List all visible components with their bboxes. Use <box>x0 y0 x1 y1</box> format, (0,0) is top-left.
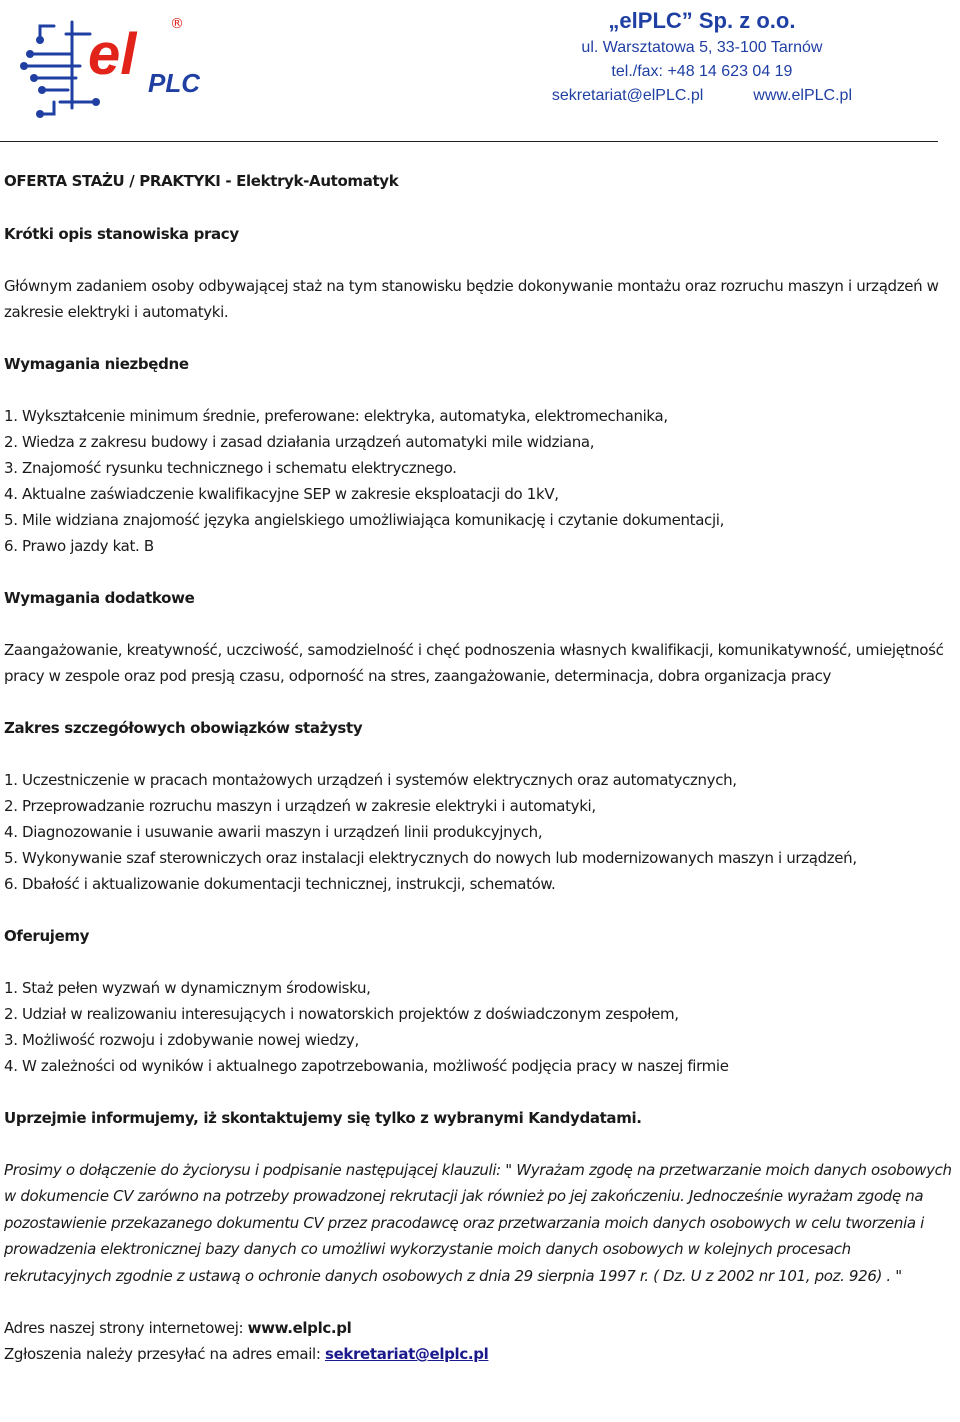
list-item: 3. Możliwość rozwoju i zdobywanie nowej wiedzy, <box>4 1031 359 1049</box>
offer-title: OFERTA STAŻU / PRAKTYKI - Elektryk-Automatyk <box>4 172 399 190</box>
company-info <box>552 6 852 108</box>
requirements-list <box>4 403 958 559</box>
we-offer-list <box>4 975 958 1079</box>
we-offer-heading: Oferujemy <box>4 927 90 945</box>
company-name: „elPLC” Sp. z o.o. <box>608 8 796 33</box>
apply-label: Zgłoszenia należy przesyłać na adres email: <box>4 1345 325 1364</box>
header-divider <box>0 141 938 142</box>
list-item: 6. Prawo jazdy kat. B <box>4 537 154 555</box>
list-item: 1. Staż pełen wyzwań w dynamicznym środowisku, <box>4 979 371 997</box>
website-link[interactable]: www.elplc.pl <box>247 1319 352 1338</box>
short-desc-text: Głównym zadaniem osoby odbywającej staż na tym stanowisku będzie dokonywanie montażu oraz rozruchu maszyn i urządzeń w zakresie elektryki i automatyki. <box>4 277 939 321</box>
list-item: 1. Wykształcenie minimum średnie, preferowane: elektryka, automatyka, elektromechanika, <box>4 407 668 425</box>
list-item: 2. Wiedza z zakresu budowy i zasad działania urządzeń automatyki mile widziana, <box>4 433 595 451</box>
registered-mark: ® <box>170 16 184 32</box>
duties-list <box>4 767 958 897</box>
logo-plc-text: PLC <box>148 68 200 98</box>
gdpr-clause: Prosimy o dołączenie do życiorysu i podpisanie następującej klauzuli: " Wyrażam zgodę na przetwarzanie moich danych osobowych w dokumencie CV zarówno na potrzeby prowadzonej rekrutacji jak również po jej zakończeniu. Jednocześnie wyrażam zgodę na pozostawienie przekazanego dokumentu CV przez pracodawcę oraz przetwarzania moich danych osobowych w celu tworzenia i prowadzenia elektronicznej bazy danych co umożliwi wykorzystanie moich danych osobowych w kolejnych procesach rekrutacyjnych zgodnie z ustawą o ochronie danych osobowych z dnia 29 sierpnia 1997 r. ( Dz. U z 2002 nr 101, poz. 926) . " <box>4 1161 952 1285</box>
list-item: 2. Udział w realizowaniu interesujących i nowatorskich projektów z doświadczonym zespołem, <box>4 1005 679 1023</box>
list-item: 4. W zależności od wyników i aktualnego zapotrzebowania, możliwość podjęcia pracy w naszej firmie <box>4 1057 729 1075</box>
extra-requirements-text: Zaangażowanie, kreatywność, uczciwość, samodzielność i chęć podnoszenia własnych kwalifikacji, komunikatywność, umiejętność pracy w zespole oraz pod presją czasu, odporność na stres, zaangażowanie, determinacja, dobra organizacja pracy <box>4 641 944 685</box>
website-label: Adres naszej strony internetowej: <box>4 1319 248 1338</box>
company-phone: tel./fax: +48 14 623 04 19 <box>611 63 793 80</box>
short-desc-heading: Krótki opis stanowiska pracy <box>4 225 239 243</box>
list-item: 2. Przeprowadzanie rozruchu maszyn i urządzeń w zakresie elektryki i automatyki, <box>4 797 596 815</box>
list-item: 4. Diagnozowanie i usuwanie awarii maszyn i urządzeń linii produkcyjnych, <box>4 823 543 841</box>
website-line <box>4 1315 958 1341</box>
company-website[interactable]: www.elPLC.pl <box>753 87 852 104</box>
duties-heading: Zakres szczegółowych obowiązków stażysty <box>4 719 363 737</box>
logo-graphic <box>10 4 200 120</box>
list-item: 1. Uczestniczenie w pracach montażowych urządzeń i systemów elektrycznych oraz automatycznych, <box>4 771 737 789</box>
apply-line <box>4 1341 958 1367</box>
list-item: 5. Mile widziana znajomość języka angielskiego umożliwiająca komunikację i czytanie dokumentacji, <box>4 511 724 529</box>
company-email[interactable]: sekretariat@elPLC.pl <box>551 87 704 104</box>
contact-notice: Uprzejmie informujemy, iż skontaktujemy się tylko z wybranymi Kandydatami. <box>4 1109 642 1127</box>
company-contacts <box>552 84 852 108</box>
list-item: 5. Wykonywanie szaf sterowniczych oraz instalacji elektrycznych do nowych lub modernizowanych maszyn i urządzeń, <box>4 849 857 867</box>
list-item: 3. Znajomość rysunku technicznego i schematu elektrycznego. <box>4 459 457 477</box>
company-logo <box>10 4 200 120</box>
requirements-heading: Wymagania niezbędne <box>4 355 189 373</box>
logo-el-text: el <box>88 22 137 87</box>
company-address: ul. Warsztatowa 5, 33-100 Tarnów <box>581 39 823 56</box>
list-item: 4. Aktualne zaświadczenie kwalifikacyjne SEP w zakresie eksploatacji do 1kV, <box>4 485 559 503</box>
list-item: 6. Dbałość i aktualizowanie dokumentacji technicznej, instrukcji, schematów. <box>4 875 556 893</box>
offer-content <box>4 168 958 1367</box>
extra-requirements-heading: Wymagania dodatkowe <box>4 589 195 607</box>
apply-email-link[interactable]: sekretariat@elplc.pl <box>324 1345 489 1364</box>
